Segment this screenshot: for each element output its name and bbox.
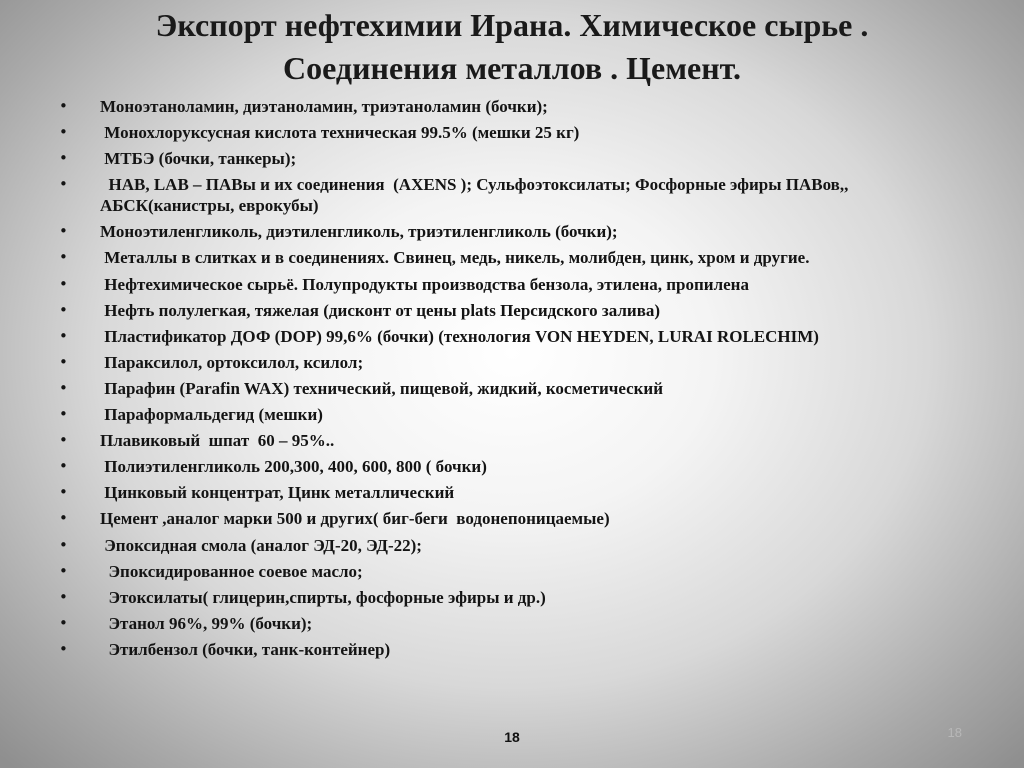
bullet-item	[0, 456, 1024, 477]
bullet-text: Нефть полулегкая, тяжелая (дисконт от цены plats Персидского залива)	[100, 300, 661, 320]
bullet-text: Параформальдегид (мешки)	[100, 405, 323, 425]
bullet-icon: •	[59, 483, 68, 502]
bullet-text: Пластификатор ДОФ (DOP) 99,6% (бочки) (технология VON HEYDEN, LURAI ROLECHIM)	[100, 326, 819, 346]
bullet-item	[0, 326, 1024, 347]
bullet-item	[0, 587, 1024, 608]
bullet-text: Этоксилаты( глицерин,спирты, фосфорные эфиры и др.)	[100, 587, 546, 607]
bullet-item	[0, 300, 1024, 321]
bullet-item	[0, 352, 1024, 373]
bullet-item	[0, 274, 1024, 295]
bullet-icon: •	[59, 274, 68, 293]
bullet-text: Эпоксидированное соевое масло;	[100, 561, 363, 581]
bullet-text: Парафин (Parafin WAX) технический, пищевой, жидкий, косметический	[100, 378, 664, 398]
bullet-item	[0, 561, 1024, 582]
bullet-icon: •	[59, 561, 68, 580]
page-number: 18	[504, 729, 520, 745]
bullet-text: Полиэтиленгликоль 200,300, 400, 600, 800 ( бочки)	[100, 457, 487, 477]
bullet-text: Параксилол, ортоксилол, ксилол;	[100, 352, 364, 372]
bullet-item	[0, 148, 1024, 169]
bullet-item	[0, 430, 1024, 451]
bullet-text: Этанол 96%, 99% (бочки);	[100, 613, 313, 633]
bullet-text: Цинковый концентрат, Цинк металлический	[100, 483, 455, 503]
bullet-item	[0, 378, 1024, 399]
bullet-text: Монохлоруксусная кислота техническая 99.5% (мешки 25 кг)	[100, 123, 580, 143]
bullet-list	[0, 96, 1024, 665]
bullet-item	[0, 122, 1024, 143]
slide-title-line-1: Экспорт нефтехимии Ирана. Химическое сырье .	[155, 7, 869, 43]
bullet-text: Цемент ,аналог марки 500 и других( биг-беги водонепоницаемые)	[100, 509, 610, 529]
bullet-icon: •	[59, 613, 68, 632]
bullet-icon: •	[59, 509, 68, 528]
bullet-icon: •	[59, 378, 68, 397]
bullet-text: Моноэтаноламин, диэтаноламин, триэтаноламин (бочки);	[100, 97, 548, 116]
bullet-item	[0, 508, 1024, 529]
bullet-icon: •	[59, 175, 68, 194]
bullet-text: Нефтехимическое сырьё. Полупродукты производства бензола, этилена, пропилена	[100, 274, 749, 294]
bullet-icon: •	[59, 326, 68, 345]
slide-number: 18	[947, 725, 962, 740]
bullet-item	[0, 404, 1024, 425]
bullet-icon: •	[59, 352, 68, 371]
bullet-item	[0, 535, 1024, 556]
bullet-text: Металлы в слитках и в соединениях. Свинец, медь, никель, молибден, цинк, хром и другие.	[100, 248, 810, 268]
bullet-item	[0, 613, 1024, 634]
bullet-icon: •	[59, 457, 68, 476]
bullet-item	[0, 174, 1024, 216]
bullet-text: Этилбензол (бочки, танк-контейнер)	[100, 639, 391, 659]
bullet-icon: •	[59, 587, 68, 606]
bullet-icon: •	[59, 222, 68, 241]
bullet-text: Моноэтиленгликоль, диэтиленгликоль, триэтиленгликоль (бочки);	[100, 222, 618, 242]
slide-title-line-2: Соединения металлов . Цемент.	[283, 50, 741, 86]
bullet-item	[0, 221, 1024, 242]
bullet-item	[0, 482, 1024, 503]
slide-title	[40, 4, 984, 90]
bullet-text: НАВ, LAB – ПАВы и их соединения (AXENS ); Сульфоэтоксилаты; Фосфорные эфиры ПАВов,, АБСК(канистры, еврокубы)	[100, 175, 853, 216]
bullet-icon: •	[59, 300, 68, 319]
bullet-icon: •	[59, 405, 68, 424]
bullet-icon: •	[59, 248, 68, 267]
bullet-icon: •	[59, 97, 68, 115]
bullet-icon: •	[59, 639, 68, 658]
bullet-text: МТБЭ (бочки, танкеры);	[100, 149, 297, 169]
bullet-icon: •	[59, 123, 68, 142]
bullet-text: Эпоксидная смола (аналог ЭД-20, ЭД-22);	[100, 535, 422, 555]
bullet-icon: •	[59, 149, 68, 168]
bullet-text: Плавиковый шпат 60 – 95%..	[100, 431, 335, 451]
bullet-icon: •	[59, 535, 68, 554]
bullet-item	[0, 247, 1024, 268]
bullet-item	[0, 96, 1024, 117]
bullet-icon: •	[59, 431, 68, 450]
bullet-item	[0, 639, 1024, 660]
